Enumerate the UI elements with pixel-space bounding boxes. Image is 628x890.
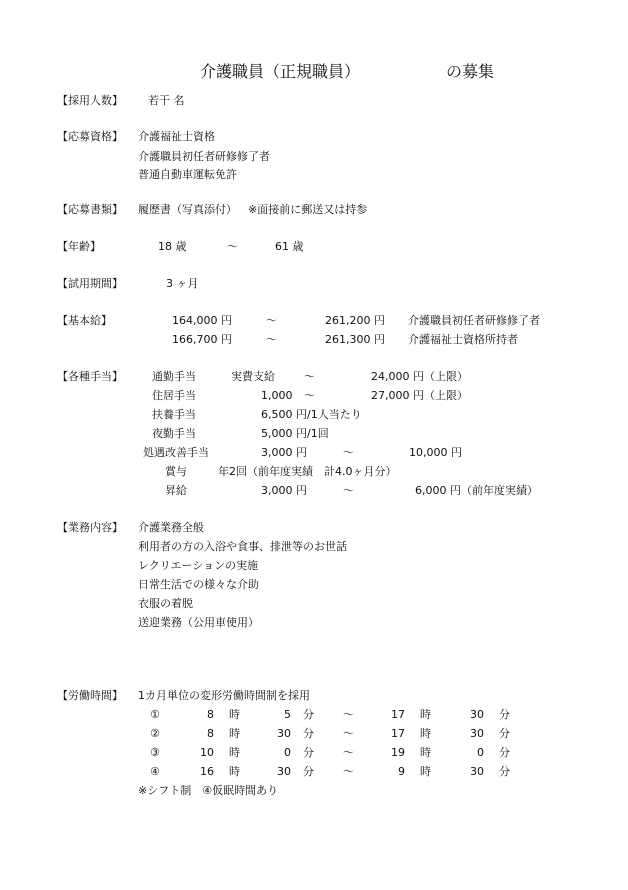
shift-start-hour: 8 [207, 727, 214, 740]
shift-tilde: ～ [343, 746, 354, 759]
shift-hour-unit: 時 [229, 765, 240, 778]
shift-start-hour: 10 [200, 746, 214, 759]
shift-minute-unit: 分 [303, 727, 314, 740]
shift-hour-unit: 時 [229, 746, 240, 759]
shift-hour-unit: 時 [420, 765, 431, 778]
shift-end-minute: 30 [470, 708, 484, 721]
age-tilde: ～ [227, 240, 238, 253]
allowance-amount: 5,000 円/1回 [261, 427, 329, 440]
recruit-value: 若干 名 [148, 94, 185, 107]
qualification-item: 介護福祉士資格 [138, 130, 215, 143]
shift-number: ④ [150, 765, 160, 778]
duty-item: レクリエーションの実施 [138, 559, 259, 572]
allowance-amount: 6,500 円/1人当たり [261, 408, 362, 421]
shift-minute-unit: 分 [303, 765, 314, 778]
allowance-name: 通勤手当 [152, 370, 196, 383]
age-max: 61 歳 [275, 240, 304, 253]
shift-end-minute: 0 [477, 746, 484, 759]
allowance-amount: 3,000 円 [261, 446, 307, 459]
shift-hour-unit: 時 [229, 727, 240, 740]
salary-min: 164,000 円 [172, 314, 232, 327]
shift-end-hour: 19 [391, 746, 405, 759]
shift-start-minute: 30 [277, 765, 291, 778]
documents-label: 【応募書類】 [57, 203, 123, 216]
allowance-max: 27,000 円（上限） [371, 389, 468, 402]
salary-max: 261,300 円 [325, 333, 385, 346]
allowance-amount: 3,000 円 [261, 484, 307, 497]
shift-tilde: ～ [343, 708, 354, 721]
shift-minute-unit: 分 [499, 727, 510, 740]
allowance-name: 昇給 [165, 484, 187, 497]
trial-label: 【試用期間】 [57, 277, 123, 290]
allowances-label: 【各種手当】 [57, 370, 123, 383]
documents-note: ※面接前に郵送又は持参 [248, 203, 368, 216]
shift-number: ③ [150, 746, 160, 759]
allowance-name: 処遇改善手当 [143, 446, 209, 459]
salary-condition: 介護職員初任者研修修了者 [408, 314, 540, 327]
shift-tilde: ～ [343, 765, 354, 778]
shift-number: ① [150, 708, 160, 721]
shift-tilde: ～ [343, 727, 354, 740]
salary-tilde: ～ [266, 314, 277, 327]
duty-item: 介護業務全般 [138, 521, 204, 534]
shift-hour-unit: 時 [420, 708, 431, 721]
shift-minute-unit: 分 [499, 746, 510, 759]
hours-system: 1カ月単位の変形労働時間制を採用 [138, 689, 310, 702]
salary-max: 261,200 円 [325, 314, 385, 327]
shift-end-hour: 9 [398, 765, 405, 778]
qualification-label: 【応募資格】 [57, 130, 123, 143]
shift-hour-unit: 時 [420, 727, 431, 740]
allowance-tilde: ～ [343, 484, 354, 497]
shift-minute-unit: 分 [303, 746, 314, 759]
shift-end-hour: 17 [391, 708, 405, 721]
allowance-amount: 実費支給 [231, 370, 275, 383]
duty-item: 利用者の方の入浴や食事、排泄等のお世話 [138, 540, 347, 553]
title-suffix: の募集 [446, 62, 495, 81]
shift-end-minute: 30 [470, 727, 484, 740]
shift-start-minute: 0 [284, 746, 291, 759]
allowance-amount: 1,000 [261, 389, 293, 402]
shift-minute-unit: 分 [303, 708, 314, 721]
salary-min: 166,700 円 [172, 333, 232, 346]
title-main: 介護職員（正規職員） [200, 62, 361, 81]
shift-end-hour: 17 [391, 727, 405, 740]
duties-label: 【業務内容】 [57, 521, 123, 534]
allowance-tilde: ～ [304, 370, 315, 383]
allowance-name: 夜勤手当 [152, 427, 196, 440]
age-label: 【年齢】 [57, 240, 101, 253]
allowance-amount: 年2回（前年度実績 計4.0ヶ月分） [218, 465, 397, 478]
trial-value: 3 ヶ月 [166, 277, 199, 290]
allowance-name: 扶養手当 [152, 408, 196, 421]
age-min: 18 歳 [158, 240, 187, 253]
duty-item: 衣服の着脱 [138, 597, 193, 610]
shift-start-hour: 16 [200, 765, 214, 778]
recruit-label: 【採用人数】 [57, 94, 123, 107]
qualification-item: 介護職員初任者研修修了者 [138, 150, 270, 163]
allowance-tilde: ～ [343, 446, 354, 459]
shift-minute-unit: 分 [499, 765, 510, 778]
allowance-max: 10,000 円 [409, 446, 462, 459]
shift-end-minute: 30 [470, 765, 484, 778]
hours-note: ※シフト制 ④仮眠時間あり [138, 784, 279, 797]
documents-value: 履歴書（写真添付） [138, 203, 237, 216]
shift-hour-unit: 時 [229, 708, 240, 721]
shift-minute-unit: 分 [499, 708, 510, 721]
shift-start-minute: 30 [277, 727, 291, 740]
salary-tilde: ～ [266, 333, 277, 346]
allowance-max: 6,000 円（前年度実績） [415, 484, 538, 497]
qualification-item: 普通自動車運転免許 [138, 168, 237, 181]
allowance-max: 24,000 円（上限） [371, 370, 468, 383]
shift-number: ② [150, 727, 160, 740]
allowance-name: 住居手当 [152, 389, 196, 402]
allowance-tilde: ～ [304, 389, 315, 402]
salary-label: 【基本給】 [57, 314, 112, 327]
allowance-name: 賞与 [165, 465, 187, 478]
hours-label: 【労働時間】 [57, 689, 123, 702]
shift-start-minute: 5 [284, 708, 291, 721]
duty-item: 日常生活での様々な介助 [138, 578, 259, 591]
shift-hour-unit: 時 [420, 746, 431, 759]
salary-condition: 介護福祉士資格所持者 [408, 333, 518, 346]
shift-start-hour: 8 [207, 708, 214, 721]
duty-item: 送迎業務（公用車使用） [138, 616, 259, 629]
